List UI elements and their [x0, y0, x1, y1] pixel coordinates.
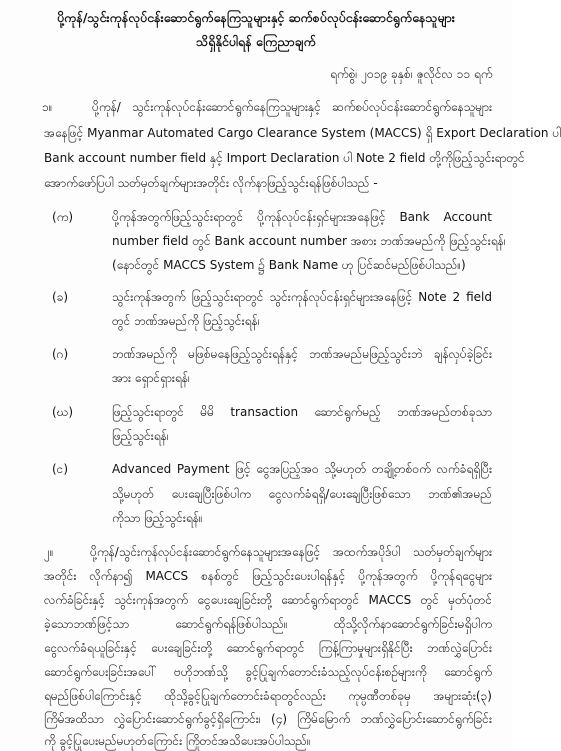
paragraph-2-line: ဆောင်ရွက်ပေးခြင်းအပေါ် ဗဟိုဘဏ်သို့ ခွင့်ပြုချက်တောင်းခံသည့်လုပ်ငန်းစဉ်များကို ဆောင်ရွက်	[44, 665, 492, 679]
paragraph-1-line: အနေဖြင့် Myanmar Automated Cargo Clearance System (MACCS) ရှိ Export Declaration ပါ	[44, 126, 561, 140]
item-label: (င)	[52, 462, 69, 476]
document-date: ရက်စွဲ၊ ၂၀၁၉ ခုနှစ်၊ ဇူလိုင်လ ၁၁ ရက်	[330, 67, 493, 81]
item-line: ပို့ကုန်အတွက်ဖြည့်သွင်းရာတွင် ပို့ကုန်လုပ်ငန်းရှင်များအနေဖြင့် Bank Account	[112, 210, 492, 224]
item-line: number field တွင် Bank account number အစား ဘဏ်အမည်ကို ဖြည့်သွင်းရန်၊	[112, 234, 506, 248]
paragraph-2-number: ၂။	[44, 545, 54, 559]
paragraph-2-line: ခဲ့သောဘဏ်ဖြင့်သာ ဆောင်ရွက်ရန်ဖြစ်ပါသည်။ ထိုသို့လိုက်နာဆောင်ရွက်ခြင်းမရှိပါက	[44, 617, 492, 631]
item-label: (က)	[52, 210, 74, 224]
item-line: ဘဏ်အမည်ကို မဖြစ်မနေဖြည့်သွင်းရန်နှင့် ဘဏ်အမည်မဖြည့်သွင်းဘဲ ချန်လှပ်ခဲ့ခြင်း	[112, 347, 492, 361]
paragraph-2-line: ကို ခွင့်ပြုပေးမည်မဟုတ်ကြောင်း ကြိုတင်အသိပေးအပ်ပါသည်။	[44, 734, 311, 748]
item-line: (နောင်တွင် MACCS System ၌ Bank Name ဟု ပြင်ဆင်မည်ဖြစ်ပါသည်။)	[112, 258, 466, 272]
paragraph-1-line: ပို့ကုန်/ သွင်းကုန်လုပ်ငန်းဆောင်ရွက်နေကြသူများနှင့် ဆက်စပ်လုပ်ငန်းဆောင်ရွက်နေသူများ	[92, 100, 492, 114]
paragraph-2-line: ငွေလက်ခံရယူခြင်းနှင့် ပေးချေခြင်းတို့ ဆောင်ရွက်ရာတွင် ကြန့်ကြာမှုများရှိနိုင်ပြီး ဘဏ်လွှဲပြောင်း	[44, 641, 492, 655]
item-line: ကိုသာ ဖြည့်သွင်းရန်။	[112, 511, 203, 525]
paragraph-2-line: အတိုင်း လိုက်နာ၍ MACCS စနစ်တွင် ဖြည့်သွင်းပေးပါရန်နှင့် ပို့ကုန်အတွက် ပို့ကုန်ရငွေများ	[44, 569, 492, 583]
paragraph-2-line: လက်ခံခြင်းနှင့် သွင်းကုန်အတွက် ငွေပေးချေခြင်းတို့ ဆောင်ရွက်ရာတွင် MACCS တွင် မှတ်ပုံတင်	[44, 593, 492, 607]
paragraph-2-line: ရမည်ဖြစ်ပါကြောင်းနှင့် ထိုသို့ခွင့်ပြုချက်တောင်းခံရာတွင်လည်း ကုမ္ပဏီတစ်ခုမှ အများဆုံး(၃)	[44, 689, 492, 703]
paragraph-1-line: အောက်ဖော်ပြပါ သတ်မှတ်ချက်များအတိုင်း လိုက်နာဖြည့်သွင်းရန်ဖြစ်ပါသည် -	[44, 176, 378, 190]
item-line: ဖြည့်သွင်းရန်၊	[112, 429, 169, 443]
document-title-line: သိရှိနိုင်ပါရန် ကြေညာချက်	[196, 34, 316, 49]
item-line: သွင်းကုန်အတွက် ဖြည့်သွင်းရာတွင် သွင်းကုန်လုပ်ငန်းရှင်များအနေဖြင့် Note 2 field	[112, 290, 492, 304]
item-line: ဖြည့်သွင်းရာတွင် မိမိ transaction ဆောင်ရွက်မည့် ဘဏ်အမည်တစ်ခုသာ	[112, 405, 492, 419]
paragraph-2-line: ပို့ကုန်/သွင်းကုန်လုပ်ငန်းဆောင်ရွက်နေသူများအနေဖြင့် အထက်အပိုဒ်ပါ သတ်မှတ်ချက်များ	[90, 545, 492, 559]
item-line: သို့မဟုတ် ပေးချေပြီးဖြစ်ပါက ငွေလက်ခံရရှိ/ပေးချေပြီးဖြစ်သော ဘဏ်၏အမည်	[112, 487, 492, 501]
item-line: တွင် ဘဏ်အမည်ကို ဖြည့်သွင်းရန်၊	[112, 314, 260, 328]
item-label: (ခ)	[52, 290, 69, 304]
item-line: Advanced Payment ဖြင့် ငွေအပြည့်အဝ သို့မဟုတ် တချို့တစ်ဝက် လက်ခံရရှိပြီး	[112, 462, 492, 476]
item-label: (ဃ)	[52, 405, 74, 419]
paragraph-1-number: ၁။	[42, 100, 53, 114]
paragraph-2-line: ကြိမ်အထိသာ လွှဲပြောင်းဆောင်ရွက်ခွင့်ရှိကြောင်း၊ (၄) ကြိမ်မြောက် ဘဏ်လွှဲပြောင်းဆောင်ရွက်ခြင်း	[44, 712, 492, 726]
item-label: (ဂ)	[52, 347, 69, 361]
document-title-line: ပို့ကုန်/သွင်းကုန်လုပ်ငန်းဆောင်ရွက်နေကြသူများနှင့် ဆက်စပ်လုပ်ငန်းဆောင်ရွက်နေသူများ	[57, 10, 455, 25]
paragraph-1-line: Bank account number field နှင့် Import Declaration ပါ Note 2 field တို့ကိုဖြည့်သွင်းရာတွင်	[44, 151, 525, 165]
item-line: အား ရှောင်ရှားရန်၊	[112, 371, 190, 385]
